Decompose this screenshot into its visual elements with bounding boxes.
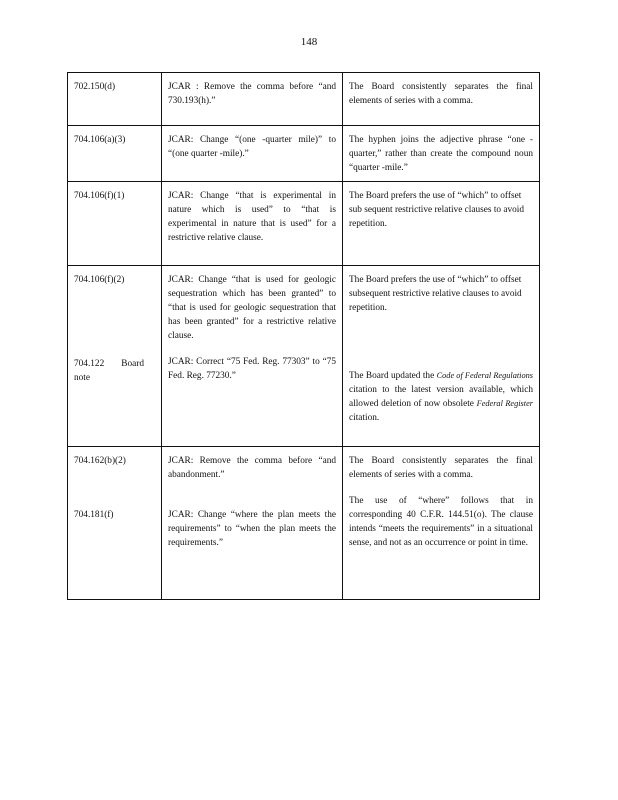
reason-cell (343, 182, 540, 266)
section-number: 704.106(f)(1) (74, 191, 125, 201)
reason-cell (343, 73, 540, 126)
jcar-change-text: JCAR: Change “that is used for geologic sequestration which has been granted” to “that is used for geologic sequestration that has been granted” for a restrictive relative clause. (168, 275, 336, 341)
section-number: 702.150(d) (74, 82, 116, 92)
section-number: 704.122 Board note (74, 359, 144, 383)
section-cell (68, 266, 162, 447)
citation-italic: Federal Register (476, 399, 533, 408)
jcar-change-text: JCAR: Change “where the plan meets the requirements” to “when the plan meets the requirements.” (168, 510, 336, 548)
section-cell (68, 182, 162, 266)
reason-cell (343, 126, 540, 182)
table-row (68, 126, 540, 182)
jcar-cell (162, 447, 343, 600)
reason-cell (343, 447, 540, 600)
board-reason-text: The Board prefers the use of “which” to offset sub sequent restrictive relative clauses to avoid repetition. (349, 191, 525, 229)
jcar-changes-table (67, 72, 540, 600)
jcar-cell (162, 73, 343, 126)
jcar-change-text: JCAR: Change “that is experimental in nature which is used” to “that is experimental in nature that is used” for a restrictive relative clause. (168, 191, 336, 243)
citation-italic: Code of Federal Regulations (436, 371, 533, 380)
board-reason-text: The Board prefers the use of “which” to offset subsequent restrictive relative clauses to avoid repetition. (349, 275, 522, 313)
board-reason-text: The Board updated the Code of Federal Regulations citation to the latest version available, which allowed deletion of now obsolete Federal Register citation. (349, 371, 533, 423)
page-number: 148 (300, 36, 318, 48)
section-cell (68, 126, 162, 182)
jcar-change-text: JCAR : Remove the comma before “and 730.193(h).” (168, 82, 336, 106)
jcar-cell (162, 266, 343, 447)
table-row (68, 182, 540, 266)
jcar-change-text: JCAR: Remove the comma before “and abandonment.” (168, 456, 336, 480)
jcar-cell (162, 182, 343, 266)
jcar-change-text: JCAR: Change “(one -quarter mile)” to “(one quarter -mile).” (168, 135, 336, 159)
section-number: 704.162(b)(2) (74, 456, 126, 466)
section-number: 704.106(a)(3) (74, 135, 126, 145)
table-row (68, 447, 540, 600)
board-reason-text: The use of “where” follows that in corresponding 40 C.F.R. 144.51(o). The clause intends “meets the requirements” in a situational sense, and not as an occurrence or point in time. (349, 496, 533, 548)
table-row (68, 266, 540, 447)
table-row (68, 73, 540, 126)
jcar-cell (162, 126, 343, 182)
reason-cell (343, 266, 540, 447)
board-reason-text: The Board consistently separates the final elements of series with a comma. (349, 456, 533, 480)
section-cell (68, 73, 162, 126)
board-reason-text: The Board consistently separates the final elements of series with a comma. (349, 82, 533, 106)
section-number: 704.181(f) (74, 510, 114, 520)
section-number: 704.106(f)(2) (74, 275, 125, 285)
board-reason-text: The hyphen joins the adjective phrase “one -quarter,” rather than create the compound noun “quarter -mile.” (349, 135, 533, 173)
section-cell (68, 447, 162, 600)
jcar-change-text: JCAR: Correct “75 Fed. Reg. 77303” to “75 Fed. Reg. 77230.” (168, 357, 336, 381)
